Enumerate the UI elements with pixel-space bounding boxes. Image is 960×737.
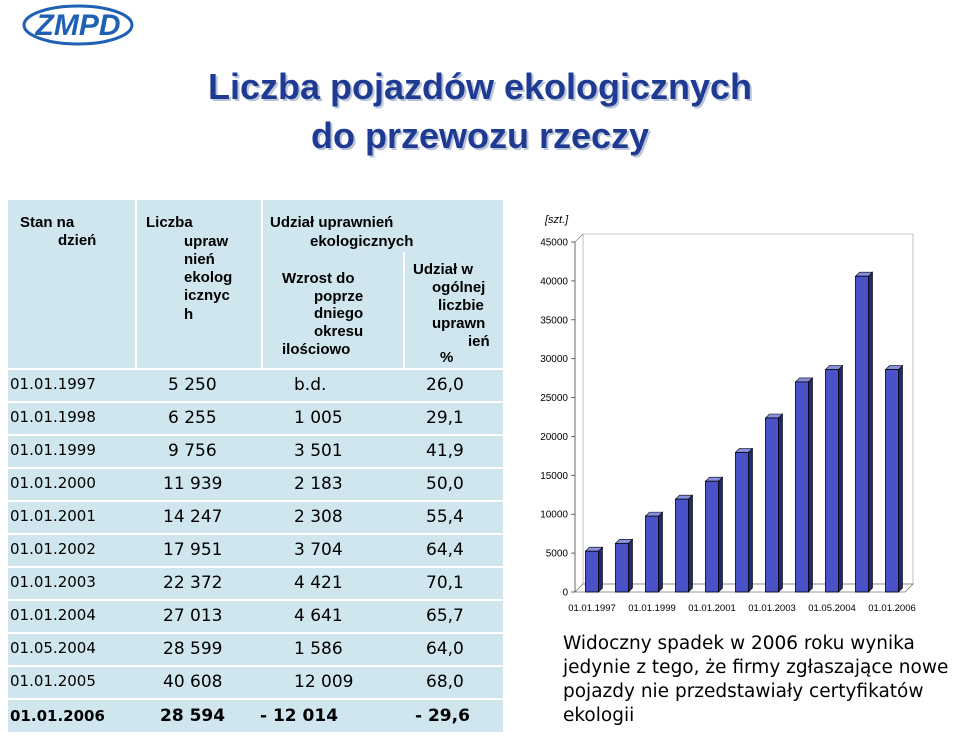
cell-count: 28 599 bbox=[163, 639, 223, 659]
row-separator bbox=[8, 698, 503, 700]
bar-chart bbox=[515, 200, 960, 620]
cell-growth: 4 421 bbox=[294, 573, 343, 593]
row-separator bbox=[8, 500, 503, 502]
cell-share: 64,4 bbox=[426, 540, 464, 560]
x-tick-label: 01.01.2003 bbox=[748, 603, 796, 614]
cell-count: 5 250 bbox=[168, 375, 217, 395]
bar bbox=[616, 543, 629, 592]
y-tick-label: 0 bbox=[562, 587, 568, 599]
header-divider bbox=[261, 200, 263, 368]
cell-growth: 4 641 bbox=[294, 606, 343, 626]
bar bbox=[826, 370, 839, 592]
bar bbox=[886, 370, 899, 592]
y-tick-label: 5000 bbox=[545, 548, 568, 560]
logo-text: ZMPD bbox=[35, 9, 121, 42]
y-tick-label: 30000 bbox=[540, 354, 568, 366]
row-separator bbox=[8, 434, 503, 436]
y-tick-label: 15000 bbox=[540, 470, 568, 482]
row-separator bbox=[8, 467, 503, 469]
page-title-line2: do przewozu rzeczy bbox=[310, 115, 650, 156]
bar-side bbox=[899, 366, 903, 592]
cell-share: 70,1 bbox=[426, 573, 464, 593]
cell-date: 01.01.2001 bbox=[10, 507, 96, 525]
bar bbox=[676, 499, 689, 592]
bar bbox=[856, 276, 869, 592]
header-divider bbox=[135, 200, 137, 368]
cell-growth: 2 183 bbox=[294, 474, 343, 494]
bar bbox=[796, 382, 809, 592]
bar-side bbox=[809, 378, 813, 592]
bar bbox=[766, 418, 779, 592]
bar-side bbox=[749, 448, 753, 592]
header-pct-6: % bbox=[440, 349, 454, 366]
cell-growth: 3 501 bbox=[294, 441, 343, 461]
header-count-4: ekolog bbox=[184, 269, 233, 286]
row-separator bbox=[8, 566, 503, 568]
bar-side bbox=[719, 477, 723, 592]
row-separator bbox=[8, 665, 503, 667]
cell-date: 01.01.2002 bbox=[10, 540, 96, 558]
bar-side bbox=[629, 539, 633, 592]
cell-count: 22 372 bbox=[163, 573, 223, 593]
x-tick-label: 01.01.2001 bbox=[688, 603, 736, 614]
page-title-line1: Liczba pojazdów ekologicznych bbox=[207, 66, 753, 107]
cell-share: 26,0 bbox=[426, 375, 464, 395]
cell-count: 40 608 bbox=[163, 672, 223, 692]
bar bbox=[586, 551, 599, 592]
bar-side bbox=[779, 414, 783, 592]
cell-date: 01.01.2005 bbox=[10, 672, 96, 690]
cell-date: 01.05.2004 bbox=[10, 639, 96, 657]
y-axis-label: [szt.] bbox=[545, 214, 569, 226]
cell-count: 6 255 bbox=[168, 408, 217, 428]
x-tick-label: 01.01.2006 bbox=[868, 603, 916, 614]
cell-date: 01.01.2000 bbox=[10, 474, 96, 492]
bar-side bbox=[869, 272, 873, 592]
y-tick-label: 20000 bbox=[540, 431, 568, 443]
cell-growth: 12 009 bbox=[294, 672, 354, 692]
header-growth-4: okresu bbox=[314, 323, 364, 340]
bar bbox=[646, 516, 659, 592]
note-text: Widoczny spadek w 2006 roku wynika jedynie z tego, że firmy zgłaszające nowe pojazdy nie przedstawiały certyfikatów ekologii bbox=[563, 633, 949, 726]
cell-share: 41,9 bbox=[426, 441, 464, 461]
cell-share: 55,4 bbox=[426, 507, 464, 527]
y-axis-top bbox=[575, 234, 583, 242]
cell-growth: 2 308 bbox=[294, 507, 343, 527]
cell-growth: 1 005 bbox=[294, 408, 343, 428]
bar bbox=[736, 452, 749, 592]
bar-side bbox=[659, 512, 663, 592]
header-pct-4: uprawn bbox=[432, 315, 486, 332]
y-tick-label: 25000 bbox=[540, 393, 568, 405]
cell-date: 01.01.2003 bbox=[10, 573, 96, 591]
cell-share: 68,0 bbox=[426, 672, 464, 692]
cell-share: 65,7 bbox=[426, 606, 464, 626]
header-pct-1: Udział w bbox=[413, 261, 474, 278]
cell-growth: 3 704 bbox=[294, 540, 343, 560]
cell-count: 17 951 bbox=[163, 540, 223, 560]
bar-side bbox=[599, 547, 603, 592]
bar-side bbox=[839, 366, 843, 592]
cell-date: 01.01.1998 bbox=[10, 408, 96, 426]
y-tick-label: 40000 bbox=[540, 276, 568, 288]
y-tick-label: 35000 bbox=[540, 315, 568, 327]
y-tick-label: 45000 bbox=[540, 237, 568, 249]
cell-growth: b.d. bbox=[294, 375, 327, 395]
cell-count: 9 756 bbox=[168, 441, 217, 461]
cell-date: 01.01.2006 bbox=[10, 707, 105, 725]
bar-side bbox=[689, 495, 693, 592]
cell-share: 64,0 bbox=[426, 639, 464, 659]
row-separator bbox=[8, 632, 503, 634]
x-tick-label: 01.05.2004 bbox=[808, 603, 856, 614]
row-separator bbox=[8, 533, 503, 535]
zmpd-logo bbox=[22, 4, 134, 46]
bar bbox=[706, 481, 719, 592]
header-share-title-2: ekologicznych bbox=[310, 233, 414, 250]
cell-date: 01.01.1999 bbox=[10, 441, 96, 459]
header-pct-5: ień bbox=[468, 333, 490, 350]
header-count-6: h bbox=[184, 306, 194, 323]
data-table bbox=[8, 200, 503, 732]
header-divider bbox=[403, 252, 405, 368]
header-growth-1: Wzrost do bbox=[282, 270, 355, 287]
x-tick-label: 01.01.1997 bbox=[568, 603, 616, 614]
cell-date: 01.01.2004 bbox=[10, 606, 96, 624]
header-date-2: dzień bbox=[58, 232, 97, 249]
cell-share: 50,0 bbox=[426, 474, 464, 494]
header-growth-2: poprze bbox=[314, 288, 364, 305]
x-tick-label: 01.01.1999 bbox=[628, 603, 676, 614]
header-count-3: nień bbox=[184, 251, 215, 268]
header-growth-5: ilościowo bbox=[282, 341, 351, 358]
row-separator bbox=[8, 401, 503, 403]
header-count-2: upraw bbox=[184, 233, 229, 250]
header-growth-3: dniego bbox=[314, 305, 364, 322]
cell-share: - 29,6 bbox=[415, 706, 470, 726]
header-count-5: icznyc bbox=[184, 287, 230, 304]
header-share-title-1: Udział uprawnień bbox=[270, 214, 394, 231]
header-bottom-line bbox=[8, 368, 503, 370]
header-pct-3: liczbie bbox=[438, 297, 484, 314]
cell-date: 01.01.1997 bbox=[10, 375, 96, 393]
row-separator bbox=[8, 599, 503, 601]
cell-count: 28 594 bbox=[160, 706, 226, 726]
header-pct-2: ogólnej bbox=[432, 279, 486, 296]
y-tick-label: 10000 bbox=[540, 509, 568, 521]
cell-count: 27 013 bbox=[163, 606, 223, 626]
cell-share: 29,1 bbox=[426, 408, 464, 428]
cell-growth: - 12 014 bbox=[260, 706, 339, 726]
cell-count: 14 247 bbox=[163, 507, 223, 527]
cell-count: 11 939 bbox=[163, 474, 223, 494]
cell-growth: 1 586 bbox=[294, 639, 343, 659]
header-date-1: Stan na bbox=[20, 214, 75, 231]
header-count-1: Liczba bbox=[146, 214, 193, 231]
